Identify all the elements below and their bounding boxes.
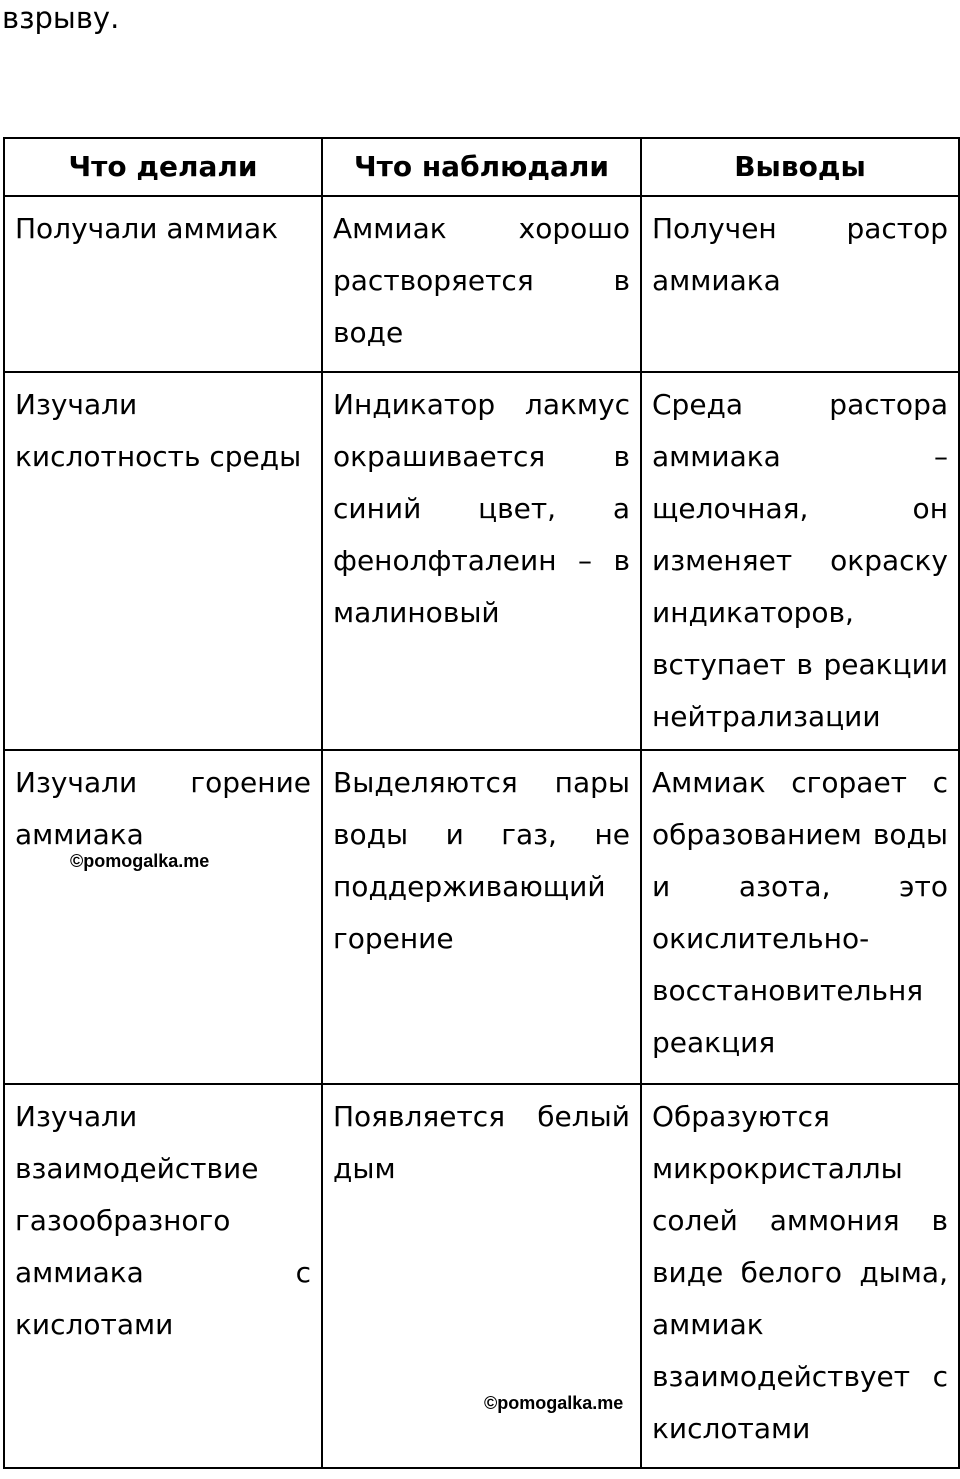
table-row	[4, 750, 959, 1084]
header-conclusions: Выводы	[641, 138, 959, 196]
table-row	[4, 372, 959, 750]
cell-did: Изучали кислотность среды	[4, 372, 322, 750]
cell-did: Изучали взаимодействие газообразного аммиака с кислотами	[4, 1084, 322, 1468]
cell-observed: Индикатор лакмус окрашивается в синий цвет, а фенолфталеин – в малиновый	[322, 372, 641, 750]
watermark: ©pomogalka.me	[484, 1393, 624, 1413]
cell-conclusion: Среда растора аммиака – щелочная, он изменяет окраску индикаторов, вступает в реакции нейтрализации	[641, 372, 959, 750]
cell-did: Изучали горение аммиака	[4, 750, 322, 1084]
experiment-table	[3, 137, 960, 1469]
table-row	[4, 1084, 959, 1468]
table-header-row	[4, 138, 959, 196]
cell-observed: Аммиак хорошо растворяется в воде	[322, 196, 641, 372]
table-row	[4, 196, 959, 372]
cell-conclusion: Аммиак сгорает с образованием воды и азота, это окислительно-восстановительня реакция	[641, 750, 959, 1084]
header-what-observed: Что наблюдали	[322, 138, 641, 196]
cell-conclusion: Образуются микрокристаллы солей аммония в виде белого дыма, аммиак взаимодействует с кислотами	[641, 1084, 959, 1468]
cell-observed: Появляется белый дым	[322, 1084, 641, 1468]
cell-observed: Выделяются пары воды и газ, не поддерживающий горение	[322, 750, 641, 1084]
cell-conclusion: Получен растор аммиака	[641, 196, 959, 372]
watermark: ©pomogalka.me	[70, 851, 210, 871]
intro-text: взрыву.	[2, 1, 120, 35]
cell-did: Получали аммиак	[4, 196, 322, 372]
header-what-did: Что делали	[4, 138, 322, 196]
